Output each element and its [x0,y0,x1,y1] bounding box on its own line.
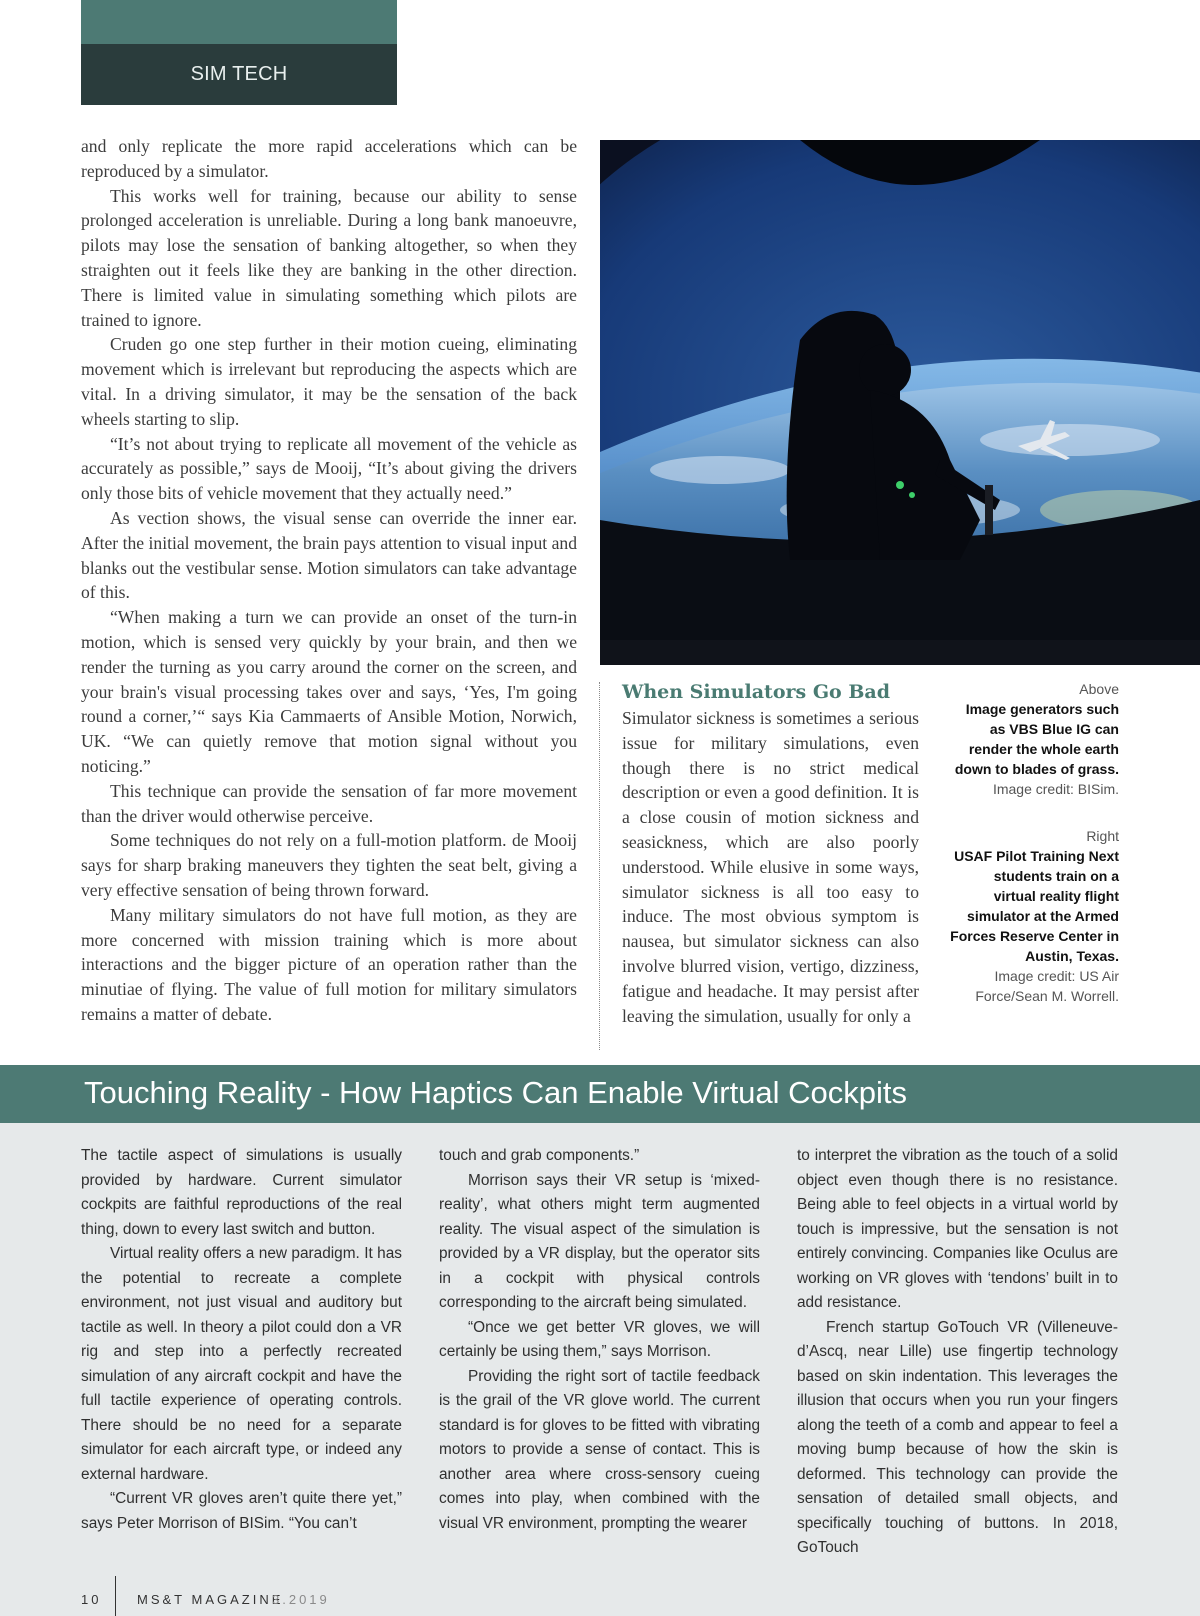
page-number: 10 [81,1592,102,1607]
haptics-paragraph: The tactile aspect of simulations is usually provided by hardware. Current simulator cockpits are faithful reproductions of the real thing, down to every last switch and button. [81,1147,402,1238]
haptics-paragraph: Providing the right sort of tactile feedback is the grail of the VR glove world. The current standard is for gloves to be fitted with vibrating motors to provide a sense of contact. This is another area where cross-sensory cueing comes into play, when combined with the visual VR environment, prompting the wearer [439,1367,760,1532]
article-paragraph: This technique can provide the sensation of far more movement than the driver would otherwise perceive. [81,780,577,826]
section-tab-accent [81,0,397,44]
haptics-column-3 [797,1144,1118,1561]
article-paragraph: “It’s not about trying to replicate all movement of the vehicle as accurately as possible,” says de Mooij, “It’s about giving the drivers only those bits of vehicle movement that they actually need.” [81,433,577,504]
haptics-paragraph: French startup GoTouch VR (Villeneuve-d’Ascq, near Lille) use fingertip technology based on skin indentation. This leverages the illusion that occurs when you run your fingers along the teeth of a comb and appear to feel a moving bump because of how the skin is deformed. This technology can provide the sensation of detailed small objects, and specifically touching of buttons. In 2018, GoTouch [797,1318,1118,1556]
footer-divider [115,1576,116,1616]
main-article-column [81,134,577,1027]
section-tab [81,0,397,105]
control-stick [985,485,993,535]
article-paragraph: This works well for training, because our ability to sense prolonged acceleration is unreliable. During a long bank manoeuvre, pilots may lose the sensation of banking altogether, so when they straighten out it feels like they are banking in the other direction. There is limited value in simulating something which pilots are trained to ignore. [81,185,577,330]
section-tab-body [81,44,397,105]
article-paragraph: and only replicate the more rapid accelerations which can be reproduced by a simulator. [81,136,577,181]
haptics-title: Touching Reality - How Haptics Can Enable Virtual Cockpits [84,1075,908,1110]
caption-credit: Image credit: BISim. [992,781,1119,797]
photo-captions [950,679,1119,1006]
haptics-column-2 [439,1144,760,1536]
caption-text: Image generators such as VBS Blue IG can render the whole earth down to blades of grass. [954,701,1119,777]
panel-light [909,492,915,498]
haptics-paragraph: touch and grab components.” [439,1147,640,1164]
caption-position: Above [1079,681,1119,697]
issue-number: 3.2019 [272,1592,330,1607]
haptics-paragraph: Virtual reality offers a new paradigm. It has the potential to recreate a complete environment, not just visual and auditory but tactile as well. In theory a pilot could don a VR rig and step into a perfectly recreated simulation of any aircraft cockpit and have the full tactile experience of operating controls. There should be no need for a separate simulator for each aircraft type, or indeed any external hardware. [81,1245,402,1483]
panel-light [896,481,904,489]
haptics-paragraph: “Once we get better VR gloves, we will certainly be using them,” says Morrison. [439,1318,760,1360]
haptics-paragraph: “Current VR gloves aren’t quite there yet,” says Peter Morrison of BISim. “You can’t [81,1490,402,1532]
caption-above [950,679,1119,799]
article-paragraph: “When making a turn we can provide an onset of the turn-in motion, which is sensed very quickly by your brain, and then we render the turning as you carry around the corner on the screen, and your brain's visual processing takes over and says, ‘Yes, I'm going round a corner,’“ says Kia Cammaerts of Ansible Motion, Norwich, UK. “We can quietly remove that motion signal without you noticing.” [81,607,577,776]
haptics-column-1 [81,1144,402,1536]
haptics-paragraph: Morrison says their VR setup is ‘mixed-reality’, what others might term augmented reality. The visual aspect of the simulation is provided by a VR display, but the operator sits in a cockpit with physical controls corresponding to the aircraft being simulated. [439,1171,760,1311]
sidebar-box [622,679,919,1053]
haptics-banner [0,1065,1200,1123]
caption-text: USAF Pilot Training Next students train on a virtual reality flight simulator at the Armed Forces Reserve Center in Austin, Texas. [950,848,1119,964]
magazine-name: MS&T MAGAZINE [137,1592,284,1607]
cloud [650,456,790,484]
caption-right [950,826,1119,1006]
haptics-panel [0,1123,1200,1616]
haptics-paragraph: to interpret the vibration as the touch of a solid object even though there is no resistance. Being able to feel objects in a virtual world by touch is impressive, but the sensation is not entirely convincing. Companies like Oculus are working on VR gloves with ‘tendons’ built in to add resistance. [797,1147,1118,1311]
article-paragraph: Some techniques do not rely on a full-motion platform. de Mooij says for sharp braking maneuvers they tighten the seat belt, giving a very effective sensation of being thrown forward. [81,830,577,900]
caption-credit: Image credit: US Air Force/Sean M. Worrell. [975,968,1119,1004]
sidebar-title: When Simulators Go Bad [622,681,890,703]
article-paragraph: Many military simulators do not have full motion, as they are more concerned with mission training which is more about interactions and the bigger picture of an operation rather than the minutiae of flying. The value of full motion for military simulators remains a matter of debate. [81,904,577,1024]
simulator-photo-illustration [600,140,1200,665]
floor [600,640,1200,665]
caption-position: Right [1086,828,1119,844]
article-paragraph: Cruden go one step further in their motion cueing, eliminating movement which is irrelevant but reproducing the aspects which are vital. In a driving simulator, it may be the sensation of the back wheels starting to slip. [81,334,577,429]
simulator-photo [600,140,1200,665]
sidebar-body: Simulator sickness is sometimes a serious issue for military simulations, even though there is no strict medical description or even a good definition. It is a close cousin of motion sickness and seasickness, which are also poorly understood. While elusive in some ways, simulator sickness is all too easy to induce. The most obvious symptom is nausea, but simulator sickness can also involve blurred vision, vertigo, dizziness, fatigue and headache. It may persist after leaving the simulation, usually for only a [622,708,919,1026]
article-paragraph: As vection shows, the visual sense can override the inner ear. After the initial movement, the brain pays attention to visual input and blanks out the vestibular sense. Motion simulators can take advantage of this. [81,507,577,603]
section-tab-label: SIM TECH [190,63,288,85]
cloud [980,424,1160,456]
sidebar-divider [599,682,600,1050]
